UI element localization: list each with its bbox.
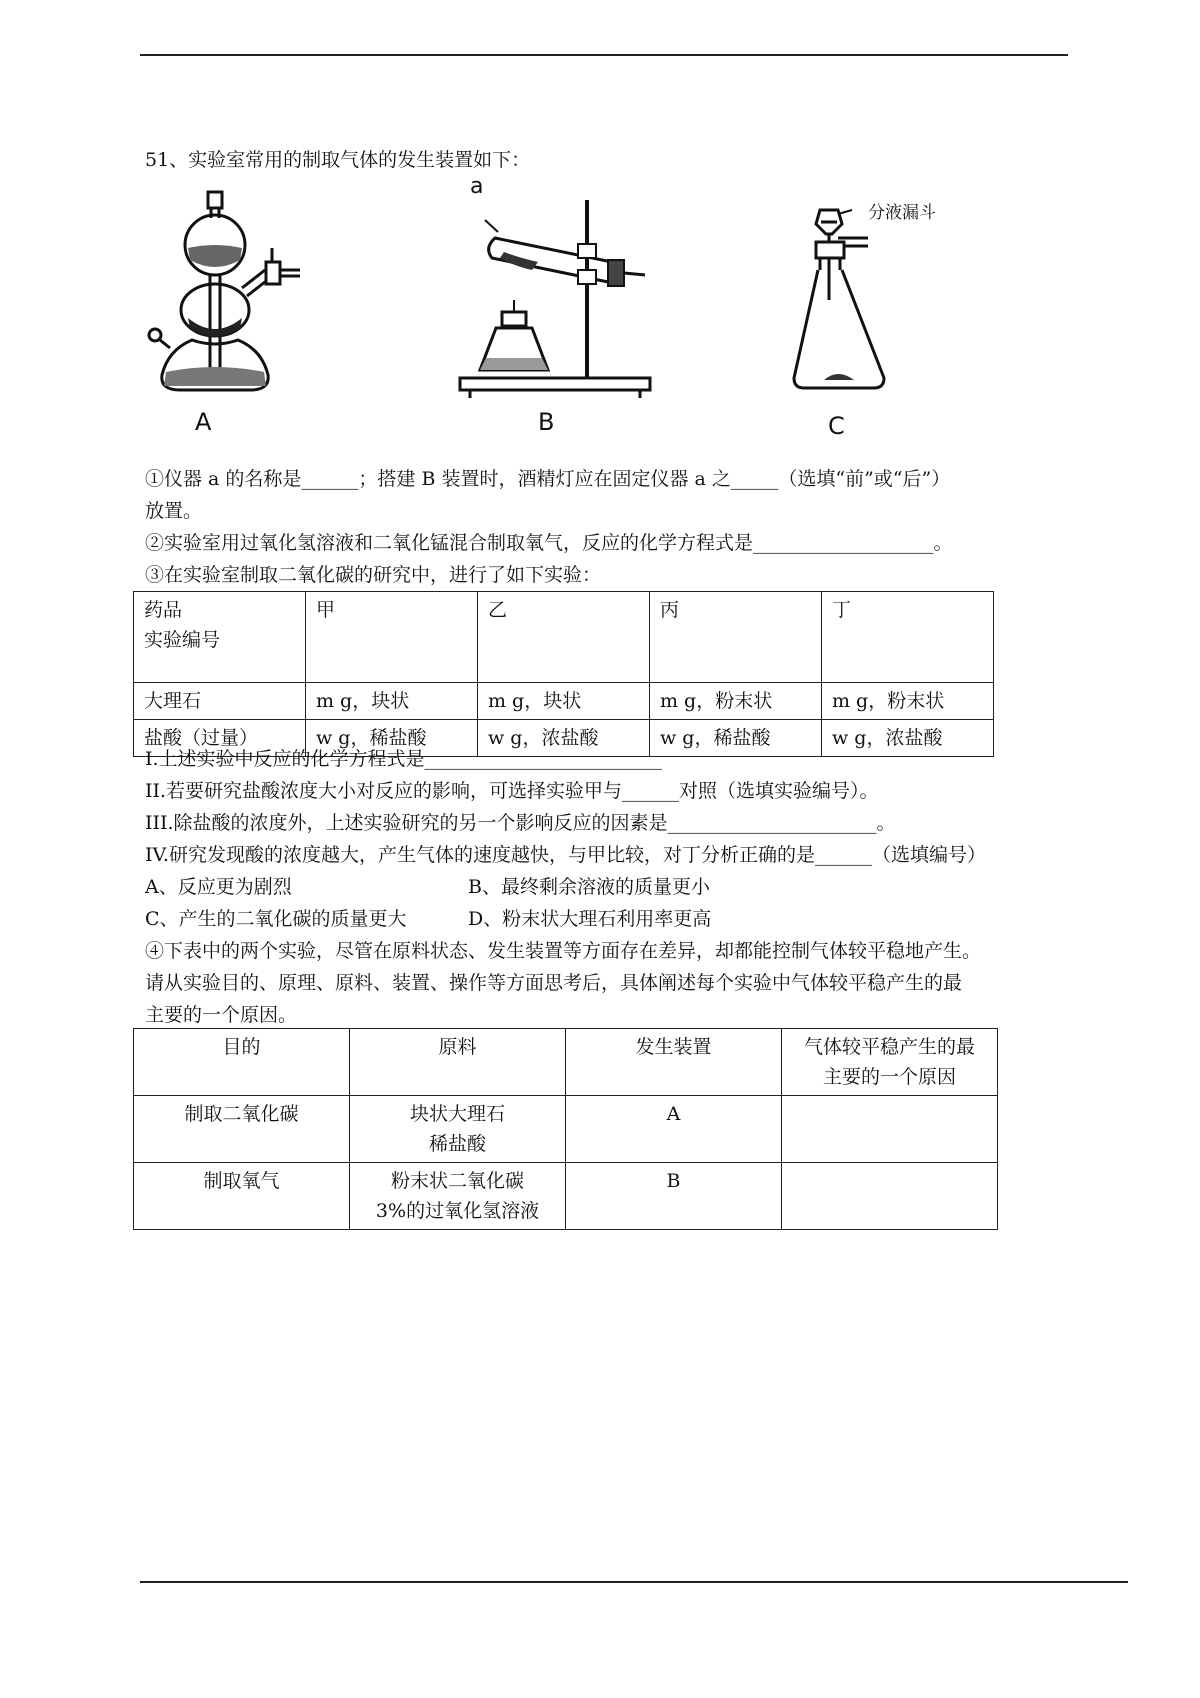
sub-question-1: I.上述实验中反应的化学方程式是_________________________ — [145, 748, 663, 770]
table-header-row — [134, 1029, 998, 1096]
question-1-line-2: 放置。 — [145, 500, 203, 522]
reason-cell[interactable] — [782, 1163, 998, 1230]
figure-label-c: C — [828, 412, 845, 440]
question-2: ②实验室用过氧化氢溶液和二氧化锰混合制取氧气，反应的化学方程式是___________________。 — [145, 532, 953, 554]
column-header: 丁 — [822, 592, 994, 683]
column-header: 发生装置 — [566, 1029, 782, 1096]
table-header-corner: 药品 实验编号 — [134, 592, 306, 683]
kipp-generator-diagram — [140, 190, 340, 436]
figure-label-b: B — [538, 408, 555, 436]
column-header: 原料 — [350, 1029, 566, 1096]
material-cell: 粉末状二氧化碳 3%的过氧化氢溶液 — [350, 1163, 566, 1230]
table-cell: m g，块状 — [478, 683, 650, 720]
footer-rule — [140, 1581, 1128, 1583]
conical-flask-diagram — [790, 200, 936, 440]
device-cell: A — [566, 1096, 782, 1163]
table-cell: w g，稀盐酸 — [650, 720, 822, 757]
question-1-line-1: ①仪器 a 的名称是______；搭建 B 装置时，酒精灯应在固定仪器 a 之_____（选填“前”或“后”） — [145, 468, 951, 490]
option-a: A、反应更为剧烈 — [145, 876, 292, 898]
device-cell: B — [566, 1163, 782, 1230]
sub-question-3: III.除盐酸的浓度外，上述实验研究的另一个影响反应的因素是______________________。 — [145, 812, 896, 834]
option-d: D、粉末状大理石利用率更高 — [468, 908, 712, 930]
table-header-row — [134, 592, 994, 683]
question-4-line-3: 主要的一个原因。 — [145, 1004, 298, 1026]
separatory-funnel-label: 分液漏斗 — [868, 203, 936, 223]
experiment-table — [133, 591, 994, 757]
column-header: 甲 — [306, 592, 478, 683]
question-4-line-2: 请从实验目的、原理、原料、装置、操作等方面思考后，具体阐述每个实验中气体较平稳产生的最 — [145, 972, 963, 994]
table-cell: m g，粉末状 — [822, 683, 994, 720]
column-header: 气体较平稳产生的最 主要的一个原因 — [782, 1029, 998, 1096]
table-cell: w g，浓盐酸 — [478, 720, 650, 757]
reason-cell[interactable] — [782, 1096, 998, 1163]
column-header: 丙 — [650, 592, 822, 683]
column-header: 乙 — [478, 592, 650, 683]
question-intro: 51、实验室常用的制取气体的发生装置如下： — [145, 149, 531, 171]
row-label: 大理石 — [134, 683, 306, 720]
column-header: 目的 — [134, 1029, 350, 1096]
table-cell: m g，块状 — [306, 683, 478, 720]
table-cell: m g，粉末状 — [650, 683, 822, 720]
table-row — [134, 1096, 998, 1163]
purpose-cell: 制取二氧化碳 — [134, 1096, 350, 1163]
option-c: C、产生的二氧化碳的质量更大 — [145, 908, 407, 930]
sub-question-2: II.若要研究盐酸浓度大小对反应的影响，可选择实验甲与______对照（选填实验编号）。 — [145, 780, 879, 802]
figure-label-small-a: a — [470, 174, 484, 199]
table-cell: w g，浓盐酸 — [822, 720, 994, 757]
test-tube-heating-diagram — [440, 174, 680, 436]
material-cell: 块状大理石 稀盐酸 — [350, 1096, 566, 1163]
sub-question-4: IV.研究发现酸的浓度越大，产生气体的速度越快，与甲比较，对丁分析正确的是______（选填编号） — [145, 844, 986, 866]
option-b: B、最终剩余溶液的质量更小 — [468, 876, 710, 898]
row-label: 盐酸（过量） — [134, 720, 306, 757]
gas-generation-table — [133, 1028, 998, 1230]
purpose-cell: 制取氧气 — [134, 1163, 350, 1230]
table-row — [134, 1163, 998, 1230]
figure-label-a: A — [195, 408, 212, 436]
table-cell: w g，稀盐酸 — [306, 720, 478, 757]
apparatus-figures — [0, 0, 1200, 460]
question-3: ③在实验室制取二氧化碳的研究中，进行了如下实验： — [145, 564, 602, 586]
table-row — [134, 683, 994, 720]
question-4-line-1: ④下表中的两个实验，尽管在原料状态、发生装置等方面存在差异，却都能控制气体较平稳地产生。 — [145, 940, 982, 962]
